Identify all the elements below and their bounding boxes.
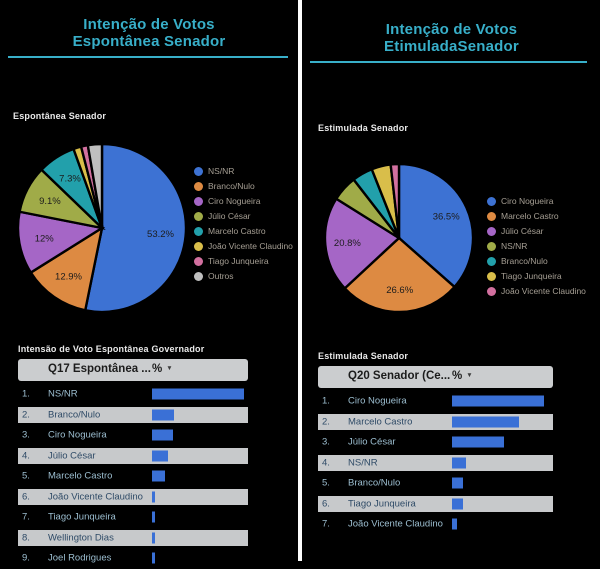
table-row[interactable] xyxy=(318,453,553,474)
legend-label: João Vicente Claudino xyxy=(501,286,586,296)
sort-descending-icon: ▼ xyxy=(166,365,173,372)
row-bar xyxy=(152,409,174,420)
row-bar xyxy=(452,478,463,489)
percent-header-label: % xyxy=(152,363,163,375)
legend-swatch-icon xyxy=(487,227,496,236)
legend-label: Júlio César xyxy=(208,211,251,221)
table-row[interactable] xyxy=(318,432,553,453)
legend-item xyxy=(487,196,586,206)
table-body xyxy=(18,384,248,569)
table-row[interactable] xyxy=(18,384,248,405)
legend-label: Branco/Nulo xyxy=(208,181,255,191)
pie-slice-label: 36.5% xyxy=(432,211,460,223)
percent-header-label: % xyxy=(452,370,463,382)
row-index: 2. xyxy=(322,416,330,428)
title-underline xyxy=(310,61,587,63)
pie-chart-title: Espontânea Senador xyxy=(13,111,107,121)
legend-swatch-icon xyxy=(194,197,203,206)
row-bar xyxy=(452,416,519,427)
legend-label: Júlio César xyxy=(501,226,544,236)
row-category: Wellington Dias xyxy=(48,532,114,544)
legend-item xyxy=(194,211,293,221)
legend-item xyxy=(487,271,586,281)
row-index: 7. xyxy=(22,511,30,523)
legend-swatch-icon xyxy=(194,272,203,281)
row-category: NS/NR xyxy=(48,388,78,400)
legend-item xyxy=(194,256,293,266)
report-panel-espontanea xyxy=(0,0,298,564)
legend-label: Marcelo Castro xyxy=(501,211,559,221)
legend-label: NS/NR xyxy=(501,241,528,251)
pie-chart xyxy=(299,138,499,338)
table-body xyxy=(318,391,553,535)
legend-item xyxy=(194,241,293,251)
table-header xyxy=(18,359,248,381)
row-index: 5. xyxy=(322,477,330,489)
title-underline xyxy=(8,56,288,58)
legend-item xyxy=(487,211,586,221)
table-row[interactable] xyxy=(18,425,248,446)
legend-swatch-icon xyxy=(487,197,496,206)
row-index: 8. xyxy=(22,532,30,544)
table-row[interactable] xyxy=(18,446,248,467)
legend-item xyxy=(194,181,293,191)
row-bar xyxy=(152,553,155,564)
legend-swatch-icon xyxy=(194,227,203,236)
legend-item xyxy=(194,196,293,206)
row-category: Ciro Nogueira xyxy=(48,429,107,441)
pie-chart-title: Estimulada Senador xyxy=(318,123,409,133)
row-index: 4. xyxy=(322,457,330,469)
table-row[interactable] xyxy=(18,528,248,549)
row-bar xyxy=(152,430,173,441)
row-category: Tiago Junqueira xyxy=(348,498,416,510)
table-row[interactable] xyxy=(318,391,553,412)
row-bar xyxy=(152,471,165,482)
row-index: 3. xyxy=(322,436,330,448)
legend-item xyxy=(194,166,293,176)
page-title-line2: Espontânea Senador xyxy=(72,33,226,50)
legend-item xyxy=(487,226,586,236)
row-category: Branco/Nulo xyxy=(48,409,101,421)
legend-item xyxy=(194,271,293,281)
table-row[interactable] xyxy=(18,405,248,426)
column-header-question[interactable]: Q17 Espontânea ... xyxy=(48,363,151,375)
pie-slice-label: 53.2% xyxy=(147,228,174,240)
row-category: Joel Rodrigues xyxy=(48,552,112,564)
pie-slice-label: 7.3% xyxy=(59,173,81,185)
column-header-question[interactable]: Q20 Senador (Ce... xyxy=(348,370,451,382)
row-bar xyxy=(452,396,544,407)
table-row[interactable] xyxy=(18,507,248,528)
legend-item xyxy=(487,286,586,296)
table-header xyxy=(318,366,553,388)
legend-swatch-icon xyxy=(487,257,496,266)
table-row[interactable] xyxy=(318,473,553,494)
table-row[interactable] xyxy=(18,487,248,508)
row-bar xyxy=(452,498,463,509)
table-row[interactable] xyxy=(318,412,553,433)
legend-swatch-icon xyxy=(487,287,496,296)
pie-legend xyxy=(194,166,293,286)
legend-item xyxy=(487,256,586,266)
page-title xyxy=(0,16,298,50)
legend-swatch-icon xyxy=(194,242,203,251)
row-bar xyxy=(452,437,504,448)
row-bar xyxy=(152,389,244,400)
row-bar xyxy=(152,532,155,543)
legend-label: Marcelo Castro xyxy=(208,226,266,236)
row-bar xyxy=(152,512,155,523)
row-index: 6. xyxy=(322,498,330,510)
pie-slice-label: 20.8% xyxy=(333,237,361,249)
legend-label: Tiago Junqueira xyxy=(208,256,269,266)
table-row[interactable] xyxy=(318,494,553,515)
row-index: 2. xyxy=(22,409,30,421)
legend-swatch-icon xyxy=(194,182,203,191)
row-category: João Vicente Claudino xyxy=(48,491,143,503)
row-index: 1. xyxy=(322,395,330,407)
row-category: Ciro Nogueira xyxy=(348,395,407,407)
row-bar xyxy=(452,457,466,468)
legend-swatch-icon xyxy=(487,242,496,251)
row-category: Júlio César xyxy=(48,450,96,462)
row-bar xyxy=(152,491,155,502)
legend-swatch-icon xyxy=(194,212,203,221)
row-category: Branco/Nulo xyxy=(348,477,401,489)
pie-chart xyxy=(2,128,202,328)
row-bar xyxy=(452,519,457,530)
row-index: 6. xyxy=(22,491,30,503)
legend-label: Ciro Nogueira xyxy=(501,196,554,206)
row-index: 4. xyxy=(22,450,30,462)
row-index: 1. xyxy=(22,388,30,400)
legend-label: Outros xyxy=(208,271,234,281)
column-header-percent[interactable] xyxy=(452,370,473,382)
legend-item xyxy=(487,241,586,251)
row-index: 9. xyxy=(22,552,30,564)
row-category: Júlio César xyxy=(348,436,396,448)
row-index: 7. xyxy=(322,518,330,530)
legend-label: João Vicente Claudino xyxy=(208,241,293,251)
legend-label: Branco/Nulo xyxy=(501,256,548,266)
table-row[interactable] xyxy=(18,466,248,487)
legend-label: NS/NR xyxy=(208,166,235,176)
column-header-percent[interactable] xyxy=(152,363,173,375)
pie-slice-label: 9.1% xyxy=(39,195,61,207)
page-title xyxy=(303,21,600,55)
row-category: Marcelo Castro xyxy=(348,416,413,428)
pie-slice-label: 12.9% xyxy=(55,271,82,283)
legend-swatch-icon xyxy=(487,212,496,221)
table-row[interactable] xyxy=(18,548,248,569)
row-category: Marcelo Castro xyxy=(48,470,113,482)
legend-item xyxy=(194,226,293,236)
sort-descending-icon: ▼ xyxy=(466,372,473,379)
pie-slice-label: 26.6% xyxy=(386,284,414,296)
table-title: Estimulada Senador xyxy=(318,351,409,361)
legend-swatch-icon xyxy=(194,167,203,176)
row-category: Tiago Junqueira xyxy=(48,511,116,523)
row-category: João Vicente Claudino xyxy=(348,518,443,530)
report-panel-estimulada xyxy=(303,0,600,561)
page-title-line1: Intenção de Votos xyxy=(83,16,215,33)
legend-swatch-icon xyxy=(487,272,496,281)
pie-legend xyxy=(487,196,586,301)
pie-slice-label: 12% xyxy=(34,233,54,245)
row-index: 3. xyxy=(22,429,30,441)
page-title-line2: EtimuladaSenador xyxy=(384,38,519,55)
row-bar xyxy=(152,450,168,461)
row-category: NS/NR xyxy=(348,457,378,469)
page-title-line1: Intenção de Votos xyxy=(385,21,518,38)
legend-swatch-icon xyxy=(194,257,203,266)
table-row[interactable] xyxy=(318,514,553,535)
legend-label: Ciro Nogueira xyxy=(208,196,261,206)
legend-label: Tiago Junqueira xyxy=(501,271,562,281)
row-index: 5. xyxy=(22,470,30,482)
table-title: Intensão de Voto Espontânea Governador xyxy=(18,344,205,354)
